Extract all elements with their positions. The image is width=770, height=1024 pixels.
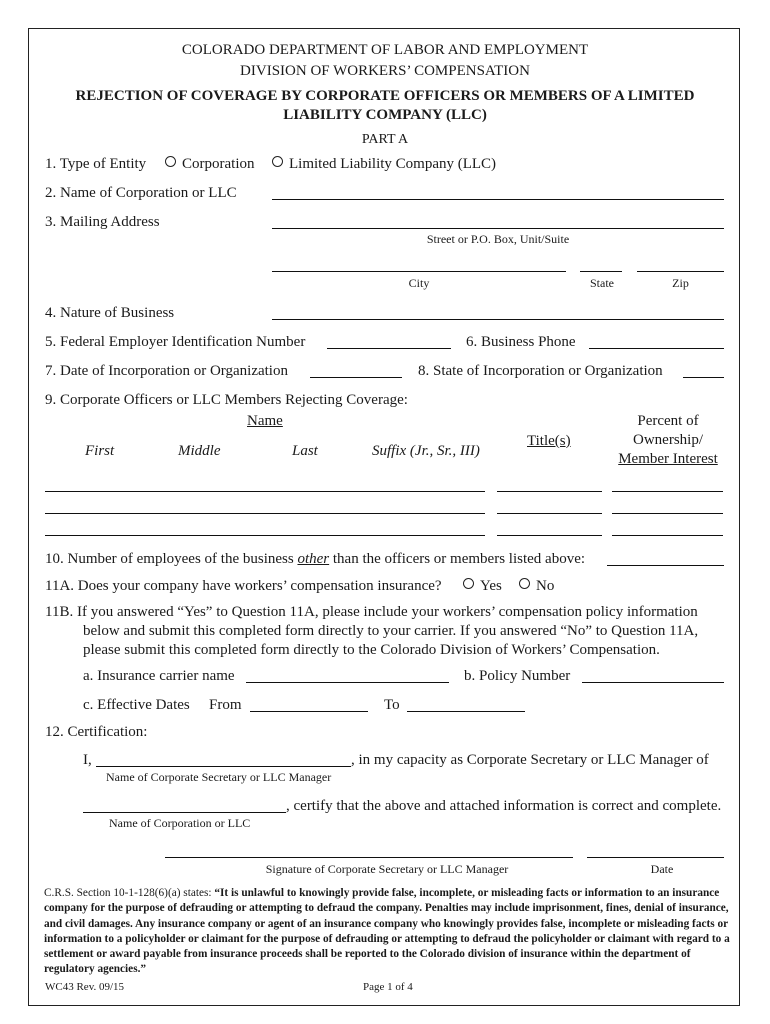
q6-label: 6. Business Phone [466, 334, 576, 350]
percent-header-line3: Member Interest [618, 451, 718, 467]
date-caption: Date [650, 862, 674, 876]
form-revision: WC43 Rev. 09/15 [45, 981, 125, 993]
signature-field[interactable] [165, 857, 573, 858]
carrier-label: a. Insurance carrier name [83, 668, 235, 684]
form-border [28, 28, 740, 1006]
officer-row-1-title[interactable] [497, 491, 602, 492]
employee-count-field[interactable] [607, 565, 724, 566]
zip-field[interactable] [637, 271, 724, 272]
legal-intro: C.R.S. Section 10-1-128(6)(a) states: [44, 887, 215, 899]
officer-row-2-title[interactable] [497, 513, 602, 514]
radio-corporation[interactable] [165, 156, 255, 173]
q12-label: 12. Certification: [45, 724, 148, 740]
percent-header-line1: Percent of [637, 413, 699, 429]
signature-date-field[interactable] [587, 857, 724, 858]
q5-label: 5. Federal Employer Identification Number [45, 334, 306, 350]
division-name: DIVISION OF WORKERS’ COMPENSATION [240, 63, 530, 79]
radio-yes[interactable] [463, 578, 502, 595]
q10-suffix: than the officers or members listed above: [329, 551, 586, 567]
incorporation-state-field[interactable] [683, 377, 724, 378]
q11b-line1: 11B. If you answered “Yes” to Question 11A, please include your workers’ compensation policy information [45, 604, 698, 620]
i-label: I, [83, 752, 92, 768]
last-column-header: Last [292, 443, 318, 459]
q11b-line3: please submit this completed form directly to the Colorado Division of Workers’ Compensation. [83, 642, 660, 658]
q7-label: 7. Date of Incorporation or Organization [45, 363, 288, 379]
capacity-text: , in my capacity as Corporate Secretary or LLC Manager of [351, 752, 709, 768]
nature-of-business-field[interactable] [272, 319, 724, 320]
city-field[interactable] [272, 271, 566, 272]
from-label: From [209, 697, 242, 713]
q11b-line2: below and submit this completed form directly to your carrier. If you answered “No” to Question 11A, [83, 623, 699, 639]
officer-row-1-percent[interactable] [612, 491, 723, 492]
q11a-label: 11A. Does your company have workers’ compensation insurance? [45, 578, 442, 594]
signature-caption: Signature of Corporate Secretary or LLC Manager [265, 862, 509, 876]
radio-circle-icon [165, 156, 176, 167]
fein-field[interactable] [327, 348, 451, 349]
radio-corporation-label: Corporation [182, 156, 255, 172]
policy-label: b. Policy Number [464, 668, 571, 684]
legal-statement [44, 886, 734, 978]
business-phone-field[interactable] [589, 348, 724, 349]
name-column-header: Name [247, 413, 283, 429]
q4-label: 4. Nature of Business [45, 305, 175, 321]
radio-no[interactable] [519, 578, 554, 595]
q8-label: 8. State of Incorporation or Organization [418, 363, 663, 379]
form-title-line1: REJECTION OF COVERAGE BY CORPORATE OFFICERS OR MEMBERS OF A LIMITED [75, 88, 695, 104]
q3-label: 3. Mailing Address [45, 214, 160, 230]
officer-row-3-title[interactable] [497, 535, 602, 536]
q10-label [45, 551, 585, 568]
street-caption: Street or P.O. Box, Unit/Suite [426, 232, 570, 246]
state-field[interactable] [580, 271, 622, 272]
officer-row-2-name[interactable] [45, 513, 485, 514]
zip-caption: Zip [672, 276, 689, 290]
suffix-column-header: Suffix (Jr., Sr., III) [372, 443, 480, 459]
agency-name: COLORADO DEPARTMENT OF LABOR AND EMPLOYMENT [181, 42, 589, 58]
radio-llc[interactable] [272, 156, 496, 173]
titles-column-header: Title(s) [527, 433, 571, 449]
q1-label: 1. Type of Entity [45, 156, 147, 172]
policy-number-field[interactable] [582, 682, 724, 683]
q2-label: 2. Name of Corporation or LLC [45, 185, 237, 201]
effective-dates-label: c. Effective Dates [83, 697, 190, 713]
state-caption: State [590, 276, 614, 290]
radio-circle-icon [272, 156, 283, 167]
officer-row-1-name[interactable] [45, 491, 485, 492]
q10-prefix: 10. Number of employees of the business [45, 551, 298, 567]
officer-row-2-percent[interactable] [612, 513, 723, 514]
form-title-line2: LIABILITY COMPANY (LLC) [283, 107, 487, 123]
radio-llc-label: Limited Liability Company (LLC) [289, 156, 497, 172]
percent-header-line2: Ownership/ [633, 432, 703, 448]
carrier-name-field[interactable] [246, 682, 449, 683]
secretary-name-caption: Name of Corporate Secretary or LLC Manager [106, 770, 332, 784]
radio-circle-icon [519, 578, 530, 589]
date-to-field[interactable] [407, 711, 525, 712]
q9-label: 9. Corporate Officers or LLC Members Rejecting Coverage: [45, 392, 408, 408]
city-caption: City [408, 276, 430, 290]
date-from-field[interactable] [250, 711, 368, 712]
officer-row-3-name[interactable] [45, 535, 485, 536]
part-label: PART A [361, 132, 409, 147]
certify-corp-name-field[interactable] [83, 812, 286, 813]
certify-text: , certify that the above and attached information is correct and complete. [286, 798, 722, 814]
radio-no-label: No [536, 578, 555, 594]
corp-name-caption: Name of Corporation or LLC [109, 816, 251, 830]
corp-name-field[interactable] [272, 199, 724, 200]
q10-emphasis: other [297, 551, 330, 567]
radio-circle-icon [463, 578, 474, 589]
to-label: To [384, 697, 400, 713]
middle-column-header: Middle [178, 443, 221, 459]
secretary-name-field[interactable] [96, 766, 351, 767]
first-column-header: First [85, 443, 115, 459]
radio-yes-label: Yes [480, 578, 502, 594]
incorporation-date-field[interactable] [310, 377, 402, 378]
officer-row-3-percent[interactable] [612, 535, 723, 536]
street-field[interactable] [272, 228, 724, 229]
page-number: Page 1 of 4 [363, 981, 413, 993]
legal-text: “It is unlawful to knowingly provide false, incomplete, or misleading facts or information to an insurance company for the purpose of defrauding or attempting to defraud the company. Penalties may include imprisonment, fines, denial of insurance, and civil damages. Any insurance company or agent of an insurance company who knowingly provides false, incomplete or misleading facts or information to a policyholder or claimant for the purpose of defrauding or attempting to defraud the policyholder or claimant with regard to a settlement or award payable from insurance proceeds shall be reported to the Colorado division of insurance within the department of regulatory agencies.” [44, 887, 730, 976]
